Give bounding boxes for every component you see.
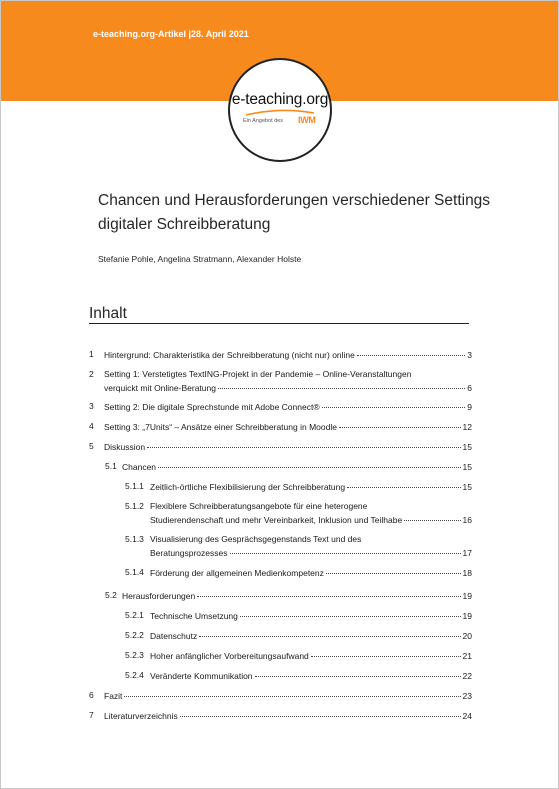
- toc-leader-dots: [357, 346, 465, 356]
- document-authors: Stefanie Pohle, Angelina Stratmann, Alexander Holste: [98, 254, 302, 264]
- toc-entry[interactable]: [89, 649, 472, 662]
- toc-entry-page: 15: [462, 482, 472, 492]
- logo-org: IWM: [298, 115, 316, 125]
- toc-entry[interactable]: [89, 689, 472, 702]
- toc-leader-dots: [311, 647, 461, 657]
- toc-entry-title: Herausforderungen: [122, 591, 196, 601]
- toc-entry-title: Fazit: [104, 691, 123, 701]
- toc-entry-page: 19: [462, 591, 472, 601]
- toc-entry-title: Förderung der allgemeinen Medienkompetenz: [150, 568, 324, 578]
- toc-entry-title: Technische Umsetzung: [150, 611, 238, 621]
- toc-entry-number: 5.1.4: [125, 567, 144, 577]
- toc-leader-dots: [322, 398, 466, 408]
- toc-entry-page: 15: [462, 442, 472, 452]
- toc-entry-title: verquickt mit Online-Beratung: [104, 383, 216, 393]
- logo-name: e-teaching.org: [231, 91, 329, 108]
- toc-entry-page: 20: [462, 631, 472, 641]
- toc-entry[interactable]: [89, 400, 472, 413]
- toc-entry[interactable]: [89, 669, 472, 682]
- toc-entry-page: 18: [462, 568, 472, 578]
- toc-entry-number: 5.1: [105, 461, 117, 471]
- banner-text: e-teaching.org-Artikel |28. April 2021: [93, 29, 249, 39]
- toc-entry-number: 7: [89, 710, 94, 720]
- logo-tagline: Ein Angebot des: [243, 118, 284, 124]
- toc-entry-title: Setting 3: „7Units“ – Ansätze einer Schreibberatung in Moodle: [104, 422, 337, 432]
- toc-entry-page: 9: [467, 402, 472, 412]
- toc-entry[interactable]: [89, 368, 472, 394]
- document-title: Chancen und Herausforderungen verschiedener Settings digitaler Schreibberatung: [98, 192, 491, 233]
- toc-entry-number: 2: [89, 369, 94, 379]
- toc-entry-title: Datenschutz: [150, 631, 198, 641]
- toc-entry[interactable]: [89, 709, 472, 722]
- toc-leader-dots: [347, 478, 460, 488]
- toc-entry-title: Literaturverzeichnis: [104, 711, 178, 721]
- toc-entry-page: 12: [462, 422, 472, 432]
- toc-leader-dots: [326, 564, 461, 574]
- toc-entry-page: 23: [462, 691, 472, 701]
- toc-entry-title: Veränderte Kommunikation: [150, 671, 253, 681]
- toc-entry-number: 1: [89, 349, 94, 359]
- toc-entry-title: Hoher anfänglicher Vorbereitungsaufwand: [150, 651, 309, 661]
- toc-entry[interactable]: [89, 440, 472, 453]
- toc-entry-title: Beratungsprozesses: [150, 548, 228, 558]
- toc-leader-dots: [404, 511, 460, 521]
- toc-leader-dots: [180, 707, 461, 717]
- toc-entry-number: 5.2: [105, 590, 117, 600]
- toc-leader-dots: [147, 438, 460, 448]
- toc-entry[interactable]: [89, 629, 472, 642]
- toc-entry-page: 19: [462, 611, 472, 621]
- toc-entry[interactable]: [89, 460, 472, 473]
- toc-entry-title: Setting 1: Verstetigtes TextING-Projekt in der Pandemie – Online-Veranstaltungen: [104, 369, 412, 379]
- toc-entry-number: 5.1.3: [125, 534, 144, 544]
- toc-entry-number: 4: [89, 421, 94, 431]
- toc-entry-number: 5.2.3: [125, 650, 144, 660]
- toc-entry[interactable]: [89, 533, 472, 559]
- toc-leader-dots: [124, 687, 460, 697]
- toc-entry-title: Diskussion: [104, 442, 146, 452]
- toc-entry-page: 17: [462, 548, 472, 558]
- toc-entry-number: 5.1.1: [125, 481, 144, 491]
- toc-entry[interactable]: [89, 566, 472, 579]
- toc-leader-dots: [240, 607, 461, 617]
- toc-entry-number: 5: [89, 441, 94, 451]
- toc-leader-dots: [218, 379, 465, 389]
- toc-leader-dots: [197, 587, 460, 597]
- toc-heading-text: Inhalt: [89, 305, 127, 322]
- toc-entry-page: 16: [462, 515, 472, 525]
- toc-entry-number: 5.2.4: [125, 670, 144, 680]
- toc-entry-number: 5.2.2: [125, 630, 144, 640]
- toc-entry[interactable]: [89, 420, 472, 433]
- toc-entry[interactable]: [89, 348, 472, 361]
- toc-leader-dots: [199, 627, 460, 637]
- toc-entry-number: 6: [89, 690, 94, 700]
- toc-entry-number: 3: [89, 401, 94, 411]
- toc-heading: [89, 305, 469, 324]
- toc-entry-page: 21: [462, 651, 472, 661]
- toc-leader-dots: [230, 544, 461, 554]
- toc-entry[interactable]: [89, 480, 472, 493]
- toc-entry[interactable]: [89, 609, 472, 622]
- toc-entry-title: Flexiblere Schreibberatungsangebote für eine heterogene: [150, 501, 368, 511]
- toc-entry[interactable]: [89, 589, 472, 602]
- toc-leader-dots: [339, 418, 461, 428]
- toc-entry[interactable]: [89, 500, 472, 526]
- toc-entry-page: 3: [467, 350, 472, 360]
- toc-leader-dots: [158, 458, 461, 468]
- toc-entry-title: Chancen: [122, 462, 157, 472]
- toc-entry-title: Visualisierung des Gesprächsgegenstands Text und des: [150, 534, 362, 544]
- toc-entry-title: Setting 2: Die digitale Sprechstunde mit Adobe Connect®: [104, 402, 320, 412]
- e-teaching-logo: [228, 58, 332, 162]
- toc-entry-number: 5.2.1: [125, 610, 144, 620]
- toc-entry-title: Zeitlich-örtliche Flexibilisierung der Schreibberatung: [150, 482, 346, 492]
- toc-entry-page: 6: [467, 383, 472, 393]
- toc-entry-number: 5.1.2: [125, 501, 144, 511]
- toc-entry-title: Hintergrund: Charakteristika der Schreibberatung (nicht nur) online: [104, 350, 355, 360]
- toc-entry-title: Studierendenschaft und mehr Vereinbarkeit, Inklusion und Teilhabe: [150, 515, 403, 525]
- toc-entry-page: 22: [462, 671, 472, 681]
- toc-entry-page: 15: [462, 462, 472, 472]
- toc-leader-dots: [255, 667, 461, 677]
- toc-entry-page: 24: [462, 711, 472, 721]
